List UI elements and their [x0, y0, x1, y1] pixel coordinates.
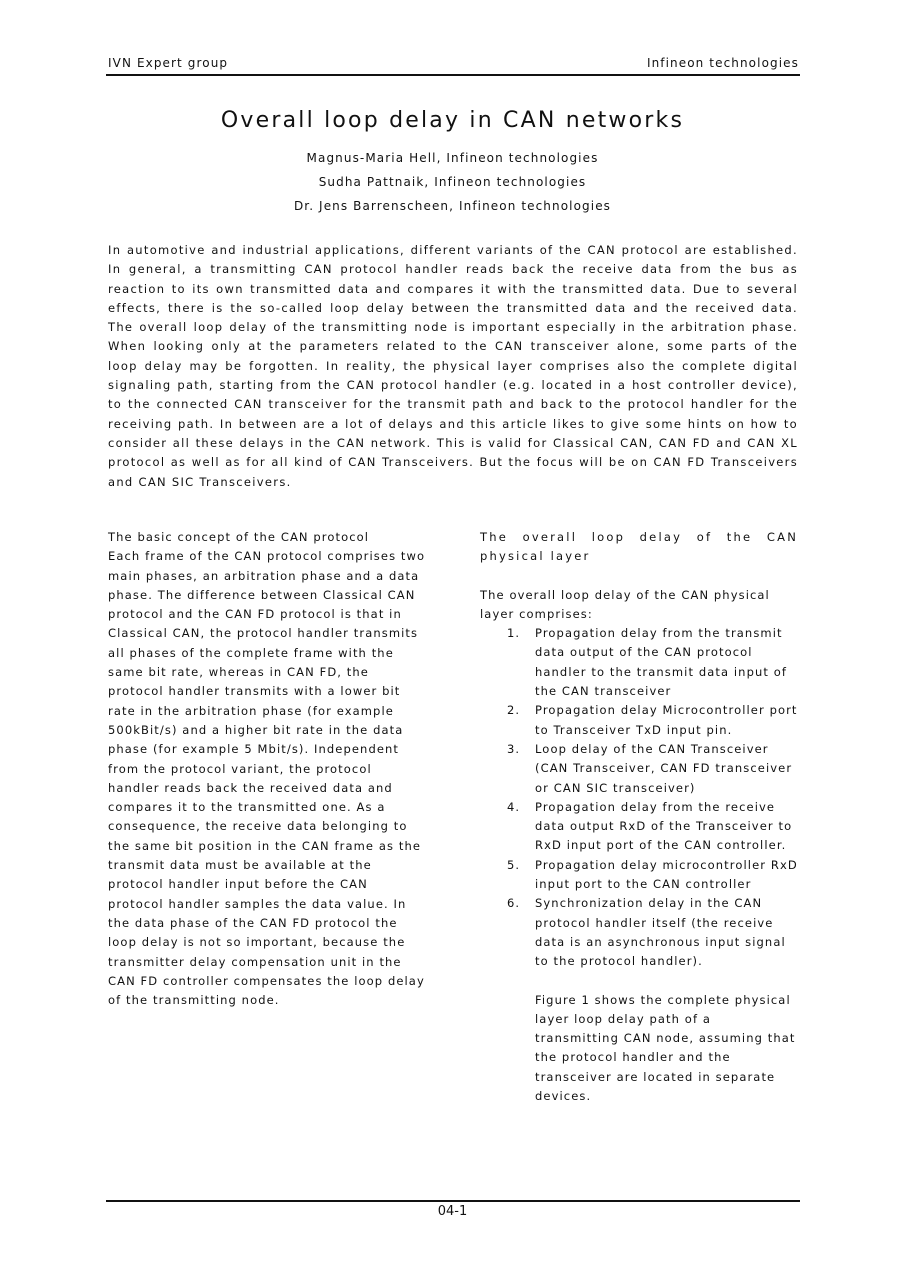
author-2: Sudha Pattnaik, Infineon technologies [318, 175, 587, 189]
author-list [0, 146, 905, 218]
header-rule [106, 74, 800, 76]
abstract-paragraph: In automotive and industrial applications, different variants of the CAN protocol are established. In general, a transmitting CAN protocol handler reads back the receive data from the bus as reaction to its own transmitted data and compares it with the transmitted data. Due to several effects, there is the so-called loop delay between the transmitted data and the received data. The overall loop delay of the transmitting node is important especially in the arbitration phase. When looking only at the parameters related to the CAN transceiver alone, some parts of the loop delay may be forgotten. In reality, the physical layer comprises also the complete digital signaling path, starting from the CAN protocol handler (e.g. located in a host controller device), to the connected CAN transceiver for the transmit path and back to the protocol handler for the receiving path. In between are a lot of delays and this article likes to give some hints on how to consider all these delays in the CAN network. This is valid for Classical CAN, CAN FD and CAN XL protocol as well as for all kind of CAN Transceivers. But the focus will be on CAN FD Transceivers and CAN SIC Transceivers. [108, 243, 798, 489]
loop-delay-list [480, 624, 798, 971]
loop-delay-intro: The overall loop delay of the CAN physical layer comprises: [480, 587, 770, 621]
author-1: Magnus-Maria Hell, Infineon technologies [306, 151, 599, 165]
right-column [480, 528, 798, 1106]
list-item [480, 798, 798, 856]
list-item [480, 624, 798, 701]
section-heading-loop-delay: The overall loop delay of the CAN physical layer [480, 530, 798, 564]
running-header-right: Infineon technologies [646, 56, 799, 70]
list-item-number: 2. [507, 703, 521, 718]
paper-title: Overall loop delay in CAN networks [220, 108, 685, 133]
list-item [480, 701, 798, 740]
running-header-left: IVN Expert group [108, 56, 229, 70]
basic-concept-paragraph: Each frame of the CAN protocol comprises two main phases, an arbitration phase and a data phase. The difference between Classical CAN protocol and the CAN FD protocol is that in Classical CAN, the protocol handler transmits all phases of the complete frame with the same bit rate, whereas in CAN FD, the protocol handler transmits with a lower bit rate in the arbitration phase (for example 500kBit/s) and a higher bit rate in the data phase (for example 5 Mbit/s). Independent from the protocol variant, the protocol handler reads back the received data and compares it to the transmitted one. As a consequence, the receive data belonging to the same bit position in the CAN frame as the transmit data must be available at the protocol handler input before the CAN protocol handler samples the data value. In the data phase of the CAN FD protocol the loop delay is not so important, because the transmitter delay compensation unit in the CAN FD controller compensates the loop delay of the transmitting node. [108, 549, 426, 1008]
left-column [108, 528, 426, 1010]
author-3: Dr. Jens Barrenscheen, Infineon technologies [293, 199, 612, 213]
list-item-number: 3. [507, 741, 521, 756]
list-item-text: Synchronization delay in the CAN protocol handler itself (the receive data is an asynchronous input signal to the protocol handler). [535, 896, 786, 969]
list-item-number: 4. [507, 799, 521, 814]
list-item [480, 894, 798, 971]
section-heading-basic-concept: The basic concept of the CAN protocol [108, 530, 370, 544]
list-item-text: Propagation delay from the transmit data output of the CAN protocol handler to the transmit data input of the CAN transceiver [535, 626, 788, 699]
list-item-text: Propagation delay microcontroller RxD input port to the CAN controller [535, 857, 798, 892]
list-item [480, 856, 798, 895]
list-item-number: 5. [507, 857, 521, 872]
list-item-text: Propagation delay from the receive data output RxD of the Transceiver to RxD input port of the CAN controller. [535, 799, 793, 853]
list-item-number: 1. [507, 626, 521, 641]
figure-reference-paragraph: Figure 1 shows the complete physical layer loop delay path of a transmitting CAN node, assuming that the protocol handler and the transceiver are located in separate devices. [535, 992, 796, 1104]
list-item [480, 740, 798, 798]
list-item-text: Propagation delay Microcontroller port to Transceiver TxD input pin. [535, 703, 798, 737]
list-item-text: Loop delay of the CAN Transceiver (CAN Transceiver, CAN FD transceiver or CAN SIC transceiver) [535, 741, 793, 795]
list-item-number: 6. [507, 896, 521, 911]
page-number: 04-1 [437, 1204, 468, 1219]
footer-rule [106, 1200, 800, 1202]
